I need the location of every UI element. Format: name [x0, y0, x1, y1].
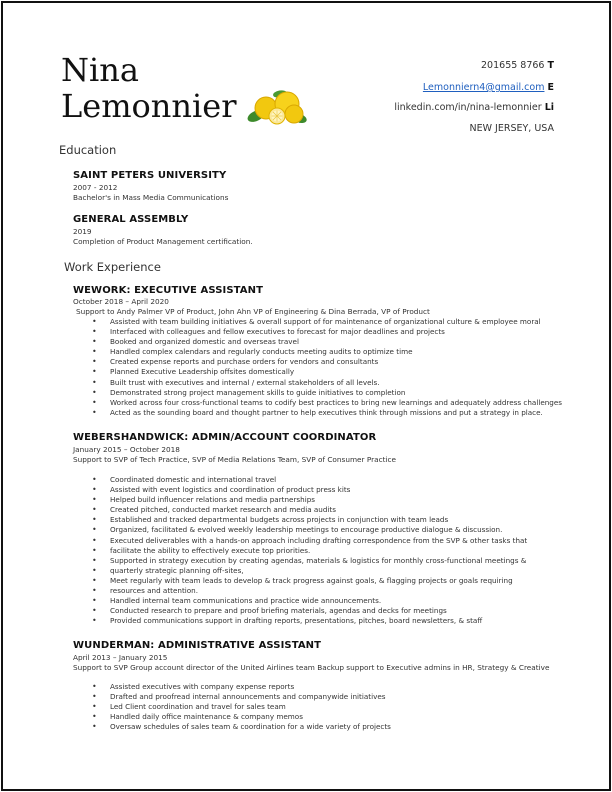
- education-title: Education: [59, 143, 117, 157]
- list-item: • Drafted and proofread internal announcements and companywide initiatives: [92, 692, 391, 702]
- list-item: • Handled internal team communications and practice wide announcements.: [92, 596, 527, 606]
- list-item: • quarterly strategic planning off-sites,: [92, 566, 527, 576]
- contact-linkedin: linkedin.com/in/nina-lemonnier Li: [394, 102, 554, 113]
- contact-phone: 201655 8766 T: [481, 60, 554, 71]
- list-item: • Coordinated domestic and international travel: [92, 475, 527, 485]
- list-item: • Provided communications support in drafting reports, presentations, pitches, board newsletters, & staff: [92, 616, 527, 626]
- list-item: • Interfaced with colleagues and fellow executives to forecast for major deadlines and projects: [92, 327, 562, 337]
- list-item: • Assisted with team building initiatives & overall support of for maintenance of organizational culture & employee moral: [92, 317, 562, 327]
- list-item: • Planned Executive Leadership offsites domestically: [92, 367, 562, 377]
- list-item: • Created pitched, conducted market research and media audits: [92, 505, 527, 515]
- job-heading: WEBERSHANDWICK: ADMIN/ACCOUNT COORDINATOR: [73, 432, 377, 443]
- list-item: • Oversaw schedules of sales team & coordination for a wide variety of projects: [92, 722, 391, 732]
- job-bullets: [92, 475, 527, 626]
- job-support: Support to SVP Group account director of the United Airlines team Backup support to Executive admins in HR, Strategy & Creative: [73, 663, 550, 672]
- job-support: Support to Andy Palmer VP of Product, John Ahn VP of Engineering & Dina Berrada, VP of Product: [76, 307, 430, 316]
- education-dates: 2019: [73, 227, 92, 236]
- list-item: • Handled complex calendars and regularly conducts meeting audits to optimize time: [92, 347, 562, 357]
- list-item: • Led Client coordination and travel for sales team: [92, 702, 391, 712]
- list-item: • Assisted executives with company expense reports: [92, 682, 391, 692]
- last-name: Lemonnier: [61, 87, 237, 125]
- list-item: • Handled daily office maintenance & company memos: [92, 712, 391, 722]
- contact-email: Lemonniern4@gmail.com E: [422, 82, 554, 93]
- list-item: • Conducted research to prepare and proof briefing materials, agendas and decks for meetings: [92, 606, 527, 616]
- education-school: GENERAL ASSEMBLY: [73, 214, 189, 225]
- job-dates: April 2013 – January 2015: [73, 653, 168, 662]
- list-item: • Meet regularly with team leads to develop & track progress against goals, & flagging projects or goals requiring: [92, 576, 527, 586]
- education-dates: 2007 - 2012: [73, 183, 118, 192]
- work-title: Work Experience: [64, 260, 161, 274]
- contact-location: NEW JERSEY, USA: [469, 123, 554, 134]
- first-name: Nina: [61, 51, 139, 89]
- job-bullets: [92, 682, 391, 732]
- email-link[interactable]: Lemonniern4@gmail.com: [422, 82, 545, 93]
- job-dates: January 2015 – October 2018: [73, 445, 180, 454]
- list-item: • Established and tracked departmental budgets across projects in conjunction with team leads: [92, 515, 527, 525]
- list-item: • Created expense reports and purchase orders for vendors and consultants: [92, 357, 562, 367]
- list-item: • Organized, facilitated & evolved weekly leadership meetings to encourage productive dialogue & discussion.: [92, 525, 527, 535]
- list-item: • Acted as the sounding board and thought partner to help executives think through missions and put a strategy in place.: [92, 408, 562, 418]
- job-dates: October 2018 – April 2020: [73, 297, 169, 306]
- list-item: • Demonstrated strong project management skills to guide initiatives to completion: [92, 388, 562, 398]
- lemons-icon: [244, 86, 312, 126]
- list-item: • Built trust with executives and internal / external stakeholders of all levels.: [92, 378, 562, 388]
- job-heading: WEWORK: EXECUTIVE ASSISTANT: [73, 285, 264, 296]
- list-item: • facilitate the ability to effectively execute top priorities.: [92, 546, 527, 556]
- education-detail: Bachelor's in Mass Media Communications: [73, 193, 229, 202]
- education-school: SAINT PETERS UNIVERSITY: [73, 170, 227, 181]
- list-item: • Worked across four cross-functional teams to codify best practices to bring new learnings and adequately address challenges: [92, 398, 562, 408]
- list-item: • Executed deliverables with a hands-on approach including drafting correspondence from the SVP & other tasks that: [92, 536, 527, 546]
- job-bullets: [92, 317, 562, 418]
- list-item: • Booked and organized domestic and overseas travel: [92, 337, 562, 347]
- job-support: Support to SVP of Tech Practice, SVP of Media Relations Team, SVP of Consumer Practice: [73, 455, 397, 464]
- list-item: • Helped build influencer relations and media partnerships: [92, 495, 527, 505]
- education-detail: Completion of Product Management certification.: [73, 237, 253, 246]
- list-item: • Assisted with event logistics and coordination of product press kits: [92, 485, 527, 495]
- job-heading: WUNDERMAN: ADMINISTRATIVE ASSISTANT: [73, 640, 322, 651]
- list-item: • resources and attention.: [92, 586, 527, 596]
- list-item: • Supported in strategy execution by creating agendas, materials & logistics for monthly cross-functional meetings &: [92, 556, 527, 566]
